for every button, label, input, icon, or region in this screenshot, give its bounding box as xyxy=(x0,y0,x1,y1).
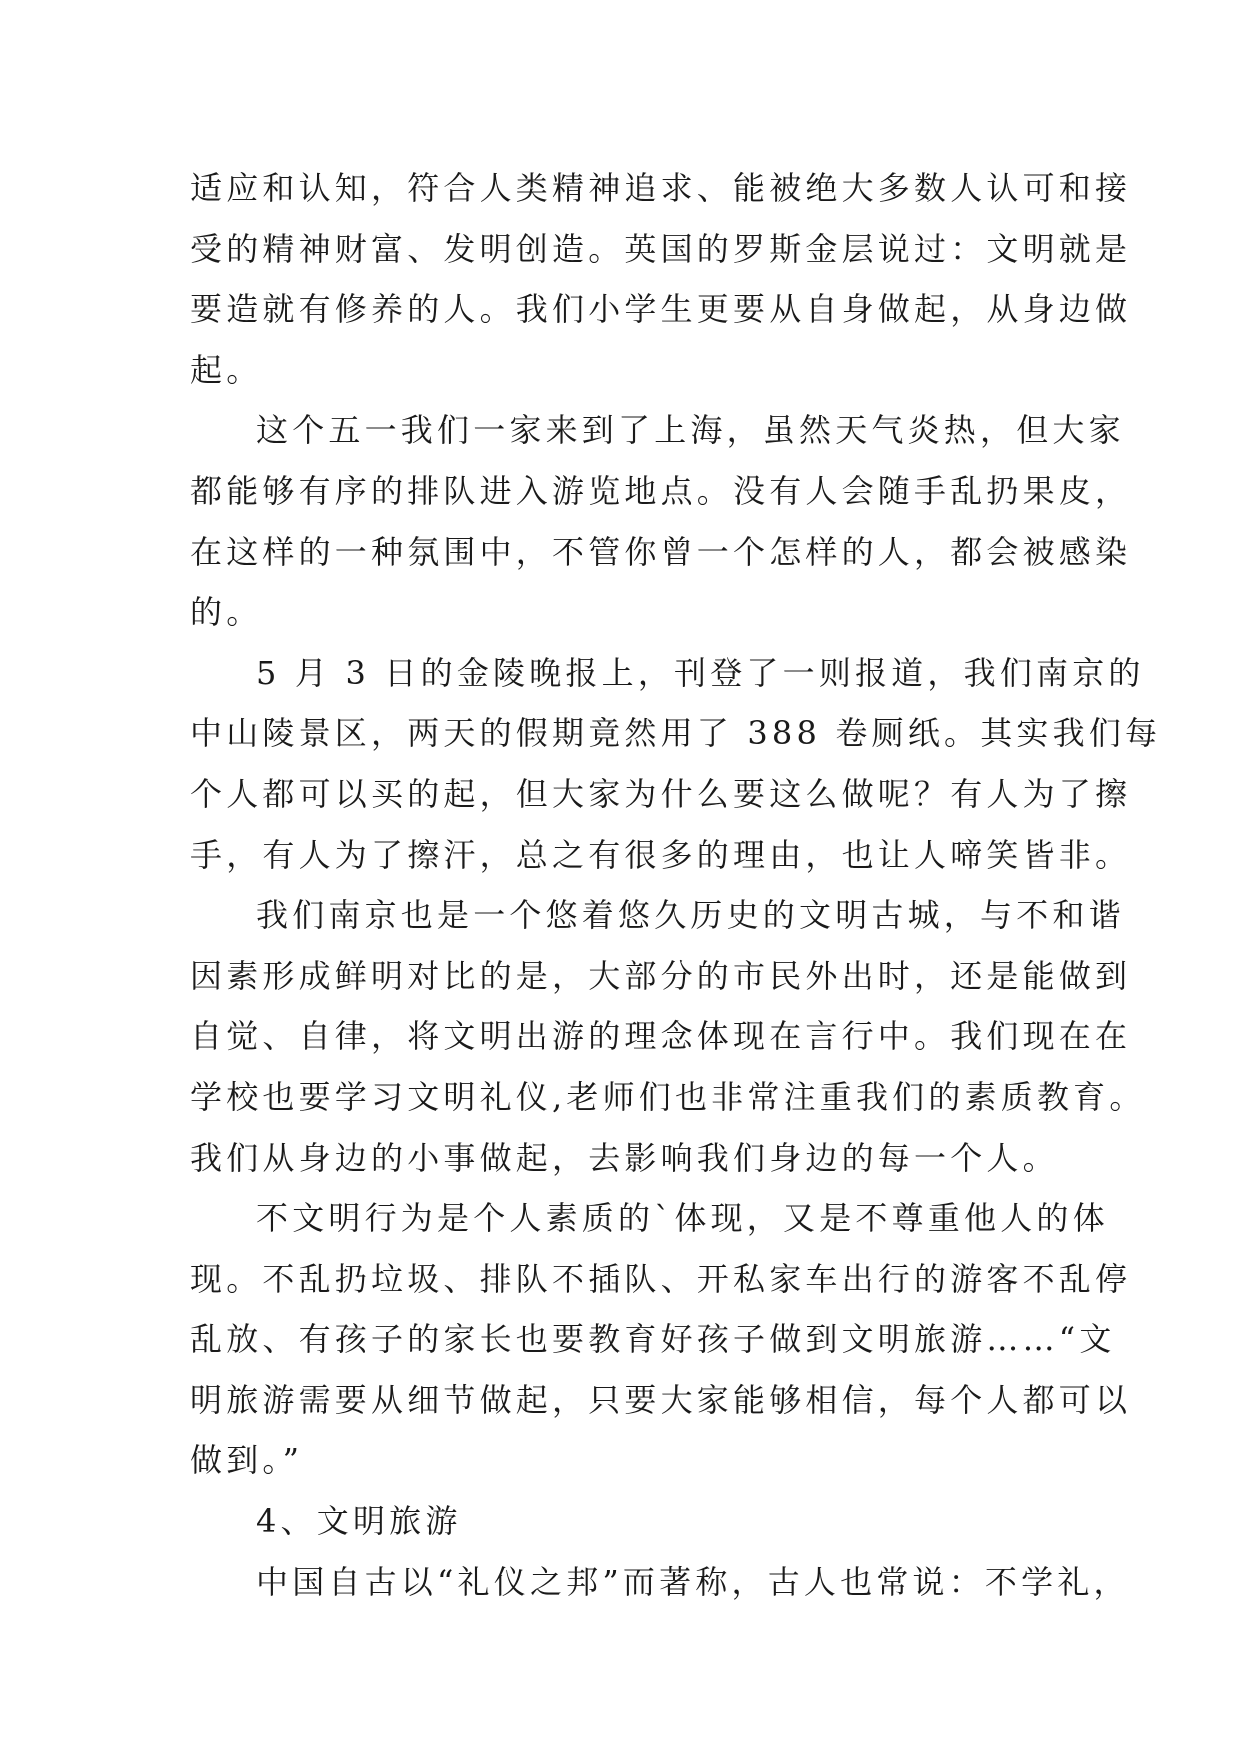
text-line: 自觉、自律，将文明出游的理念体现在言行中。我们现在在 xyxy=(190,1017,1132,1056)
text-line: 乱放、有孩子的家长也要教育好孩子做到文明旅游……“文 xyxy=(190,1320,1116,1359)
text-line: 个人都可以买的起，但大家为什么要这么做呢？有人为了擦 xyxy=(190,774,1132,813)
text-line: 要造就有修养的人。我们小学生更要从自身做起，从身边做 xyxy=(190,290,1132,329)
paragraph-first-line: 这个五一我们一家来到了上海，虽然天气炎热，但大家 xyxy=(256,411,1125,450)
text-line: 做到。” xyxy=(190,1441,304,1480)
text-line: 的。 xyxy=(190,593,263,632)
text-line: 受的精神财富、发明创造。英国的罗斯金层说过：文明就是 xyxy=(190,229,1132,268)
text-line: 中山陵景区，两天的假期竟然用了 388 卷厕纸。其实我们每 xyxy=(190,714,1162,753)
paragraph-first-line: 5 月 3 日的金陵晚报上，刊登了一则报道，我们南京的 xyxy=(256,653,1145,692)
text-line: 明旅游需要从细节做起，只要大家能够相信，每个人都可以 xyxy=(190,1380,1132,1419)
section-heading: 4、文明旅游 xyxy=(256,1502,462,1541)
text-line: 因素形成鲜明对比的是，大部分的市民外出时，还是能做到 xyxy=(190,956,1132,995)
text-line: 在这样的一种氛围中，不管你曾一个怎样的人，都会被感染 xyxy=(190,532,1132,571)
text-line: 现。不乱扔垃圾、排队不插队、开私家车出行的游客不乱停 xyxy=(190,1259,1132,1298)
paragraph-first-line: 我们南京也是一个悠着悠久历史的文明古城，与不和谐 xyxy=(256,896,1125,935)
text-line: 学校也要学习文明礼仪,老师们也非常注重我们的素质教育。 xyxy=(190,1077,1146,1116)
text-line: 都能够有序的排队进入游览地点。没有人会随手乱扔果皮， xyxy=(190,471,1132,510)
paragraph-first-line: 不文明行为是个人素质的`体现，又是不尊重他人的体 xyxy=(256,1199,1109,1238)
text-line: 我们从身边的小事做起，去影响我们身边的每一个人。 xyxy=(190,1138,1059,1177)
paragraph-first-line: 中国自古以“礼仪之邦”而著称，古人也常说：不学礼， xyxy=(256,1562,1130,1601)
text-line: 适应和认知，符合人类精神追求、能被绝大多数人认可和接 xyxy=(190,169,1132,207)
text-line: 手，有人为了擦汗，总之有很多的理由，也让人啼笑皆非。 xyxy=(190,835,1132,874)
document-body xyxy=(190,158,1162,1612)
text-line: 起。 xyxy=(190,350,263,389)
